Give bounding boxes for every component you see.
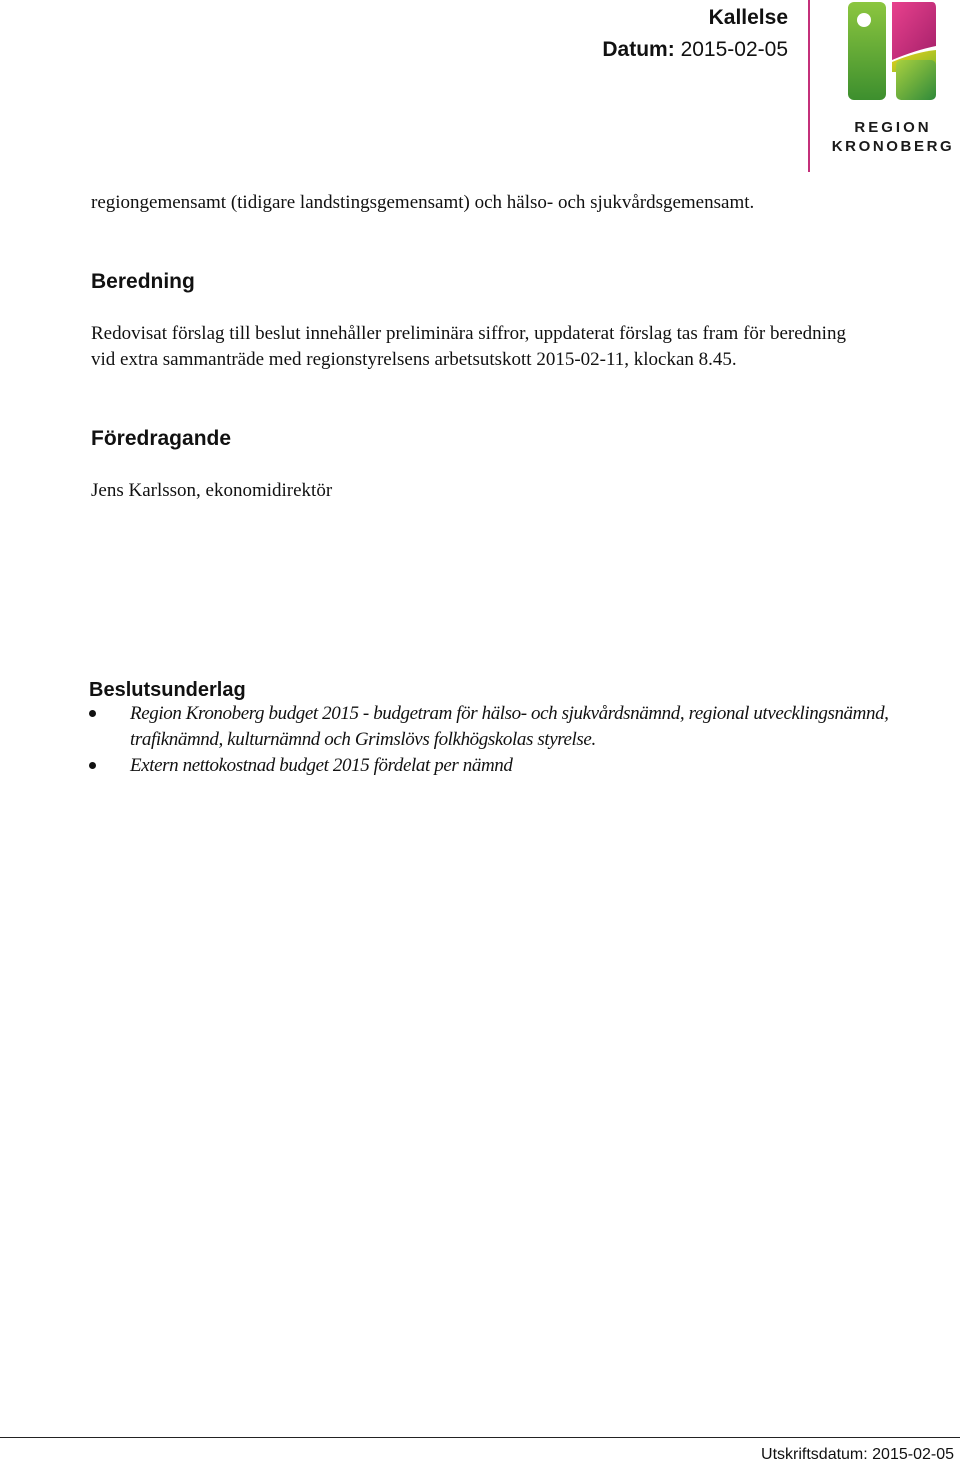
document-date xyxy=(602,38,788,62)
logo-line-kronoberg: KRONOBERG xyxy=(831,138,955,155)
header-divider xyxy=(808,0,810,172)
bullet-icon xyxy=(89,710,96,717)
intro-paragraph: regiongemensamt (tidigare landstingsgemensamt) och hälso- och sjukvårdsgemensamt. xyxy=(91,192,755,213)
beredning-paragraph: Redovisat förslag till beslut innehåller preliminära siffror, uppdaterat förslag tas fram för beredning vid extra sammanträde med regionstyrelsens arbetsutskott 2015-02-11, klockan 8.45. xyxy=(91,323,846,370)
document-type: Kallelse xyxy=(708,6,788,29)
list-item xyxy=(89,701,939,753)
footer-divider xyxy=(0,1437,960,1438)
beslutsunderlag-list xyxy=(89,701,939,779)
logo-wordmark xyxy=(826,118,960,156)
foredragande-paragraph: Jens Karlsson, ekonomidirektör xyxy=(91,480,333,501)
heading-beslutsunderlag: Beslutsunderlag xyxy=(89,679,246,701)
logo-line-region: REGION xyxy=(854,119,932,136)
list-item-text: Extern nettokostnad budget 2015 fördelat per nämnd xyxy=(130,755,513,776)
date-label: Datum: xyxy=(602,38,675,61)
print-date: Utskriftsdatum: 2015-02-05 xyxy=(761,1446,954,1463)
bullet-icon xyxy=(89,762,96,769)
date-value: 2015-02-05 xyxy=(680,38,788,61)
heading-beredning: Beredning xyxy=(91,270,195,293)
heading-foredragande: Föredragande xyxy=(91,427,232,450)
list-item-text: Region Kronoberg budget 2015 - budgetram för hälso- och sjukvårdsnämnd, regional utvecklingsnämnd, trafiknämnd, kulturnämnd och Grimslövs folkhögskolas styrelse. xyxy=(130,703,889,750)
list-item xyxy=(89,753,939,779)
